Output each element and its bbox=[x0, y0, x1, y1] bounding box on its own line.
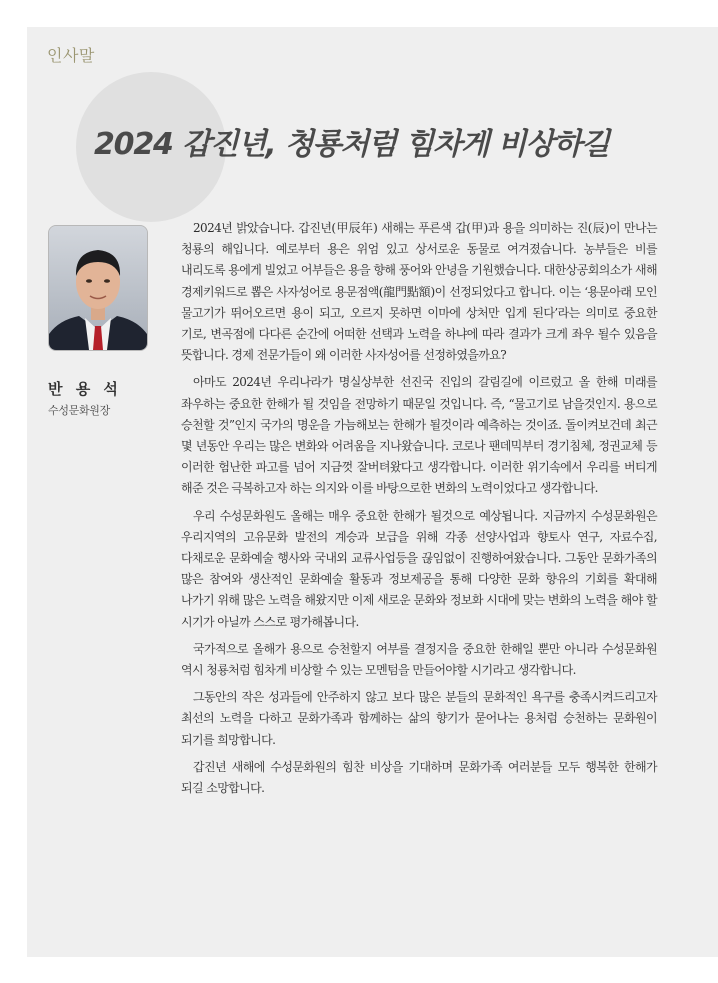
paragraph: 아마도 2024년 우리나라가 명실상부한 선진국 진입의 갈림길에 이르렀고 올 한해 미래를 좌우하는 중요한 한해가 될 것임을 전망하기 때문일 것입니다. 즉, “물고기로 남을것인지. 용으로 승천할 것”인지 국가의 명운을 가늠해보는 한해가 될것이라 예측하는 것이죠. 돌이켜보건데 최근 몇 년동안 우리는 많은 변화와 어려움을 지나왔습니다. 코로나 팬데믹부터 경기침체, 정권교체 등 이러한 험난한 파고를 넘어 지금껏 잘버텨왔다고 생각합니다. 이러한 위기속에서 우리를 버티게 해준 것은 극복하고자 하는 의지와 이를 바탕으로한 변화의 노력이었다고 생각합니다. bbox=[181, 375, 657, 496]
section-label: 인사말 bbox=[47, 46, 95, 65]
paragraph: 국가적으로 올해가 용으로 승천할지 여부를 결정지을 중요한 한해일 뿐만 아니라 수성문화원 역시 청룡처럼 힘차게 비상할 수 있는 모멘텀을 만들어야할 시기라고 생각합니다. bbox=[181, 641, 657, 678]
paragraph: 우리 수성문화원도 올해는 매우 중요한 한해가 될것으로 예상됩니다. 지금까지 수성문화원은 우리지역의 고유문화 발전의 계승과 보급을 위해 각종 선양사업과 향토사 연구, 자료수집, 다채로운 문화예술 행사와 국내외 교류사업등을 끊임없이 진행하여왔습니다. 그동안 문화가족의 많은 참여와 생산적인 문화예술 활동과 정보제공을 통해 다양한 문화 향유의 기회를 확대해 나가기 위해 많은 노력을 해왔지만 이제 새로운 문화와 정보화 시대에 맞는 변화의 노력을 해야 할 시기가 아닐까 스스로 평가해봅니다. bbox=[181, 508, 657, 629]
portrait-illustration bbox=[49, 226, 147, 350]
paragraph: 2024년 밝았습니다. 갑진년(甲辰年) 새해는 푸른색 갑(甲)과 용을 의미하는 진(辰)이 만나는 청룡의 해입니다. 예로부터 용은 위엄 있고 상서로운 동물로 여겨졌습니다. 농부들은 비를 내리도록 용에게 빌었고 어부들은 용을 향해 풍어와 안녕을 기원했습니다. 대한상공회의소가 새해 경제키워드로 뽑은 사자성어로 용문점액(龍門點額)이 선정되었다고 합니다. 이는 ‘용문아래 모인 물고기가 뛰어오르면 용이 되고, 오르지 못하면 이마에 상처만 입게 된다’라는 의미로 중요한 기로, 변곡점에 다다른 순간에 어떠한 선택과 노력을 하냐에 따라 결과가 크게 좌우 될수 있음을 뜻합니다. 경제 전문가들이 왜 이러한 사자성어를 선정하였을까요? bbox=[181, 221, 657, 363]
headline: 2024 갑진년, 청룡처럼 힘차게 비상하길 bbox=[94, 127, 609, 162]
paragraph: 그동안의 작은 성과들에 안주하지 않고 보다 많은 분들의 문화적인 욕구를 충족시켜드리고자 최선의 노력을 다하고 문화가족과 함께하는 삶의 향기가 묻어나는 용처럼 승천하는 문화원이 되기를 희망합니다. bbox=[181, 690, 657, 747]
paragraph: 갑진년 새해에 수성문화원의 힘찬 비상을 기대하며 문화가족 여러분들 모두 행복한 한해가 되길 소망합니다. bbox=[181, 759, 657, 796]
author-name: 반 용 석 bbox=[48, 380, 122, 398]
greeting-body bbox=[181, 218, 657, 805]
author-title: 수성문화원장 bbox=[48, 404, 110, 417]
author-portrait bbox=[48, 225, 148, 351]
